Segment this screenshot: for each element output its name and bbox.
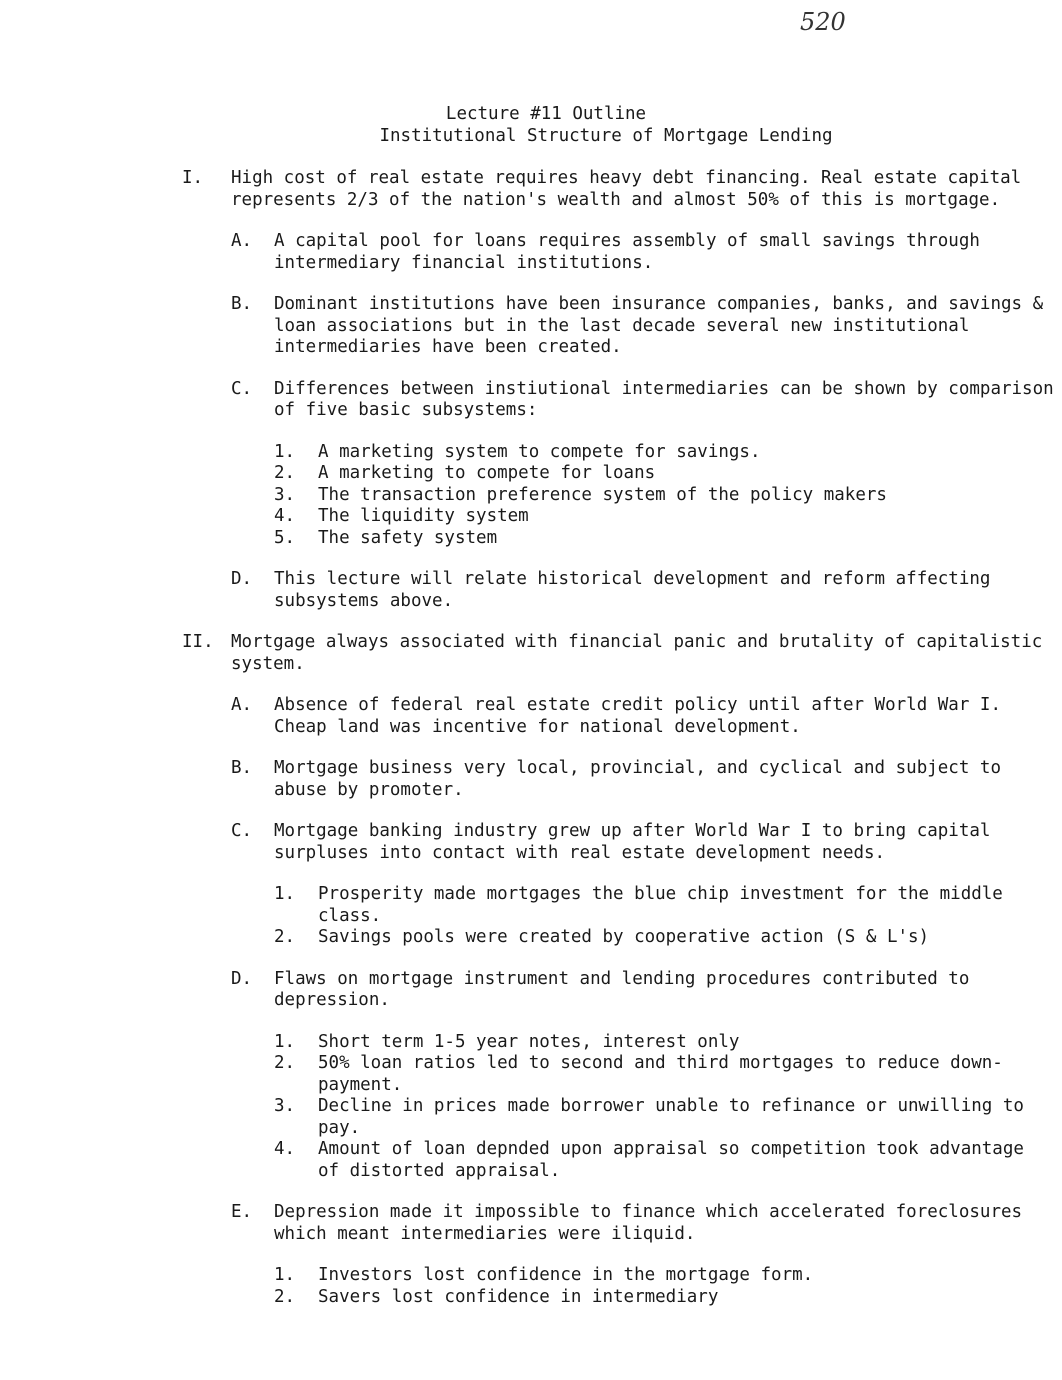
sub-item-text: The transaction preference system of the policy makers — [318, 484, 887, 505]
sub-item-marker: 3. — [274, 1096, 296, 1116]
sub-item — [0, 884, 1062, 927]
section-marker: II. — [182, 632, 214, 652]
section-text: Mortgage always associated with financial panic and brutality of capitalistic system. — [231, 632, 1043, 674]
outline-item — [0, 294, 1062, 359]
section-heading — [0, 168, 1062, 211]
outline-item — [0, 569, 1062, 612]
item-marker: A. — [231, 695, 253, 715]
outline-item — [0, 758, 1062, 801]
sub-item-marker: 1. — [274, 1265, 296, 1285]
sub-item-marker: 1. — [274, 1031, 296, 1052]
item-text: Mortgage business very local, provincial, and cyclical and subject to abuse by promoter. — [274, 758, 1001, 800]
outline-item — [0, 1202, 1062, 1245]
sub-item-text: Prosperity made mortgages the blue chip investment for the middle class. — [318, 884, 1003, 926]
outline-item — [0, 379, 1062, 422]
section-heading — [0, 632, 1062, 675]
sub-item-marker: 2. — [274, 927, 296, 947]
sub-item — [0, 463, 1062, 485]
sub-item-text: Decline in prices made borrower unable to refinance or unwilling to pay. — [318, 1096, 1024, 1138]
item-marker: B. — [231, 294, 253, 314]
sub-item-marker: 4. — [274, 506, 296, 526]
sub-item-text: Savers lost confidence in intermediary — [318, 1286, 719, 1307]
sub-item-text: Investors lost confidence in the mortgage form. — [318, 1265, 814, 1285]
sub-item-marker: 1. — [274, 884, 296, 904]
item-marker: E. — [231, 1202, 253, 1222]
sub-item-list — [0, 884, 1062, 949]
sub-item — [0, 485, 1062, 507]
section-marker: I. — [182, 168, 204, 188]
outline-section — [0, 632, 1062, 1308]
outline-section — [0, 168, 1062, 612]
sub-item-marker: 5. — [274, 527, 296, 548]
sub-item — [0, 528, 1062, 550]
item-text: Differences between instiutional intermediaries can be shown by comparison of five basic subsystems: — [274, 378, 1054, 420]
document-subtitle: Institutional Structure of Mortgage Lending — [379, 125, 833, 146]
sub-item-marker: 2. — [274, 463, 296, 483]
sub-item-text: A marketing system to compete for savings. — [318, 441, 761, 462]
item-text: Depression made it impossible to finance which accelerated foreclosures which meant intermediaries were iliquid. — [274, 1202, 1023, 1244]
item-marker: D. — [231, 569, 253, 589]
sub-item-text: A marketing to compete for loans — [318, 463, 656, 483]
sub-item-text: The safety system — [318, 527, 498, 548]
sub-item — [0, 1265, 1062, 1287]
item-text: Absence of federal real estate credit policy until after World War I. Cheap land was incentive for national development. — [274, 695, 1001, 737]
outline-item — [0, 821, 1062, 864]
item-marker: C. — [231, 378, 253, 399]
sub-item-text: 50% loan ratios led to second and third mortgages to reduce down-payment. — [318, 1053, 1003, 1095]
sub-item — [0, 927, 1062, 949]
sub-item — [0, 1139, 1062, 1182]
sub-item-list — [0, 1032, 1062, 1183]
item-text: Mortgage banking industry grew up after World War I to bring capital surpluses into contact with real estate development needs. — [274, 821, 991, 863]
sub-item-marker: 2. — [274, 1286, 296, 1307]
item-marker: A. — [231, 231, 253, 251]
sub-item — [0, 506, 1062, 528]
sub-item-list — [0, 1265, 1062, 1308]
sub-item-marker: 2. — [274, 1053, 296, 1073]
item-text: Dominant institutions have been insurance companies, banks, and savings & loan associations but in the last decade several new institutional intermediaries have been created. — [274, 294, 1044, 357]
item-marker: B. — [231, 758, 253, 778]
sub-item — [0, 1053, 1062, 1096]
item-text: A capital pool for loans requires assembly of small savings through intermediary financial institutions. — [274, 231, 980, 273]
sub-item — [0, 1096, 1062, 1139]
outline-item — [0, 969, 1062, 1012]
title-block — [0, 104, 1062, 147]
outline — [0, 168, 1062, 1328]
section-text: High cost of real estate requires heavy debt financing. Real estate capital represents 2/3 of the nation's wealth and almost 50% of this is mortgage. — [231, 168, 1022, 210]
item-text: This lecture will relate historical development and reform affecting subsystems above. — [274, 569, 991, 611]
sub-item-marker: 3. — [274, 484, 296, 505]
outline-item — [0, 231, 1062, 274]
sub-item — [0, 442, 1062, 464]
item-marker: C. — [231, 821, 253, 841]
page-number: 520 — [800, 8, 846, 36]
sub-item-marker: 4. — [274, 1139, 296, 1159]
item-marker: D. — [231, 968, 253, 989]
document-title: Lecture #11 Outline — [445, 104, 647, 124]
item-text: Flaws on mortgage instrument and lending procedures contributed to depression. — [274, 968, 970, 1010]
outline-item — [0, 695, 1062, 738]
sub-item — [0, 1287, 1062, 1309]
sub-item-marker: 1. — [274, 441, 296, 462]
sub-item-text: Short term 1-5 year notes, interest only — [318, 1031, 740, 1052]
sub-item-text: The liquidity system — [318, 506, 529, 526]
sub-item — [0, 1032, 1062, 1054]
sub-item-list — [0, 442, 1062, 550]
sub-item-text: Savings pools were created by cooperative action (S & L's) — [318, 927, 930, 947]
sub-item-text: Amount of loan depnded upon appraisal so competition took advantage of distorted appraisal. — [318, 1139, 1024, 1181]
